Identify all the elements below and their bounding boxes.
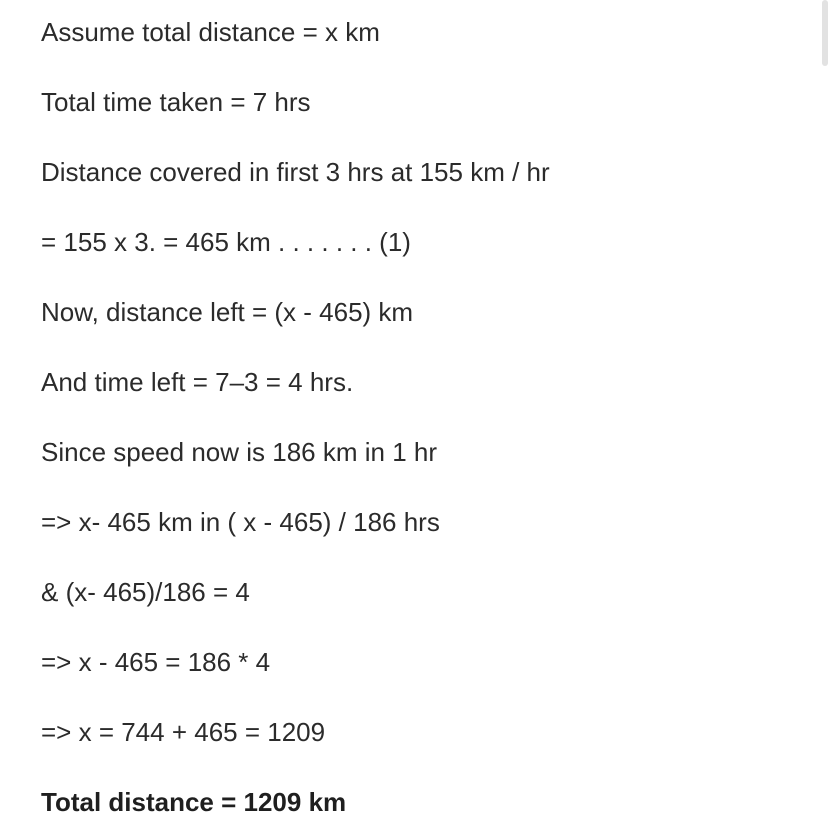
line-distance-left: Now, distance left = (x - 465) km	[41, 297, 414, 327]
line-total-time: Total time taken = 7 hrs	[41, 87, 311, 117]
line-assume-distance: Assume total distance = x km	[41, 17, 380, 47]
line-time-left: And time left = 7–3 = 4 hrs.	[41, 367, 354, 397]
line-speed-now: Since speed now is 186 km in 1 hr	[41, 437, 437, 467]
line-distance-first-3hrs: Distance covered in first 3 hrs at 155 km / hr	[41, 157, 550, 187]
line-multiply: => x - 465 = 186 * 4	[41, 647, 271, 677]
line-time-expression: => x- 465 km in ( x - 465) / 186 hrs	[41, 507, 440, 537]
scrollbar[interactable]	[822, 0, 828, 66]
final-answer: Total distance = 1209 km	[41, 787, 347, 817]
line-equation: & (x- 465)/186 = 4	[41, 577, 250, 607]
line-distance-calc: = 155 x 3. = 465 km . . . . . . . (1)	[41, 227, 411, 257]
line-result: => x = 744 + 465 = 1209	[41, 717, 326, 747]
